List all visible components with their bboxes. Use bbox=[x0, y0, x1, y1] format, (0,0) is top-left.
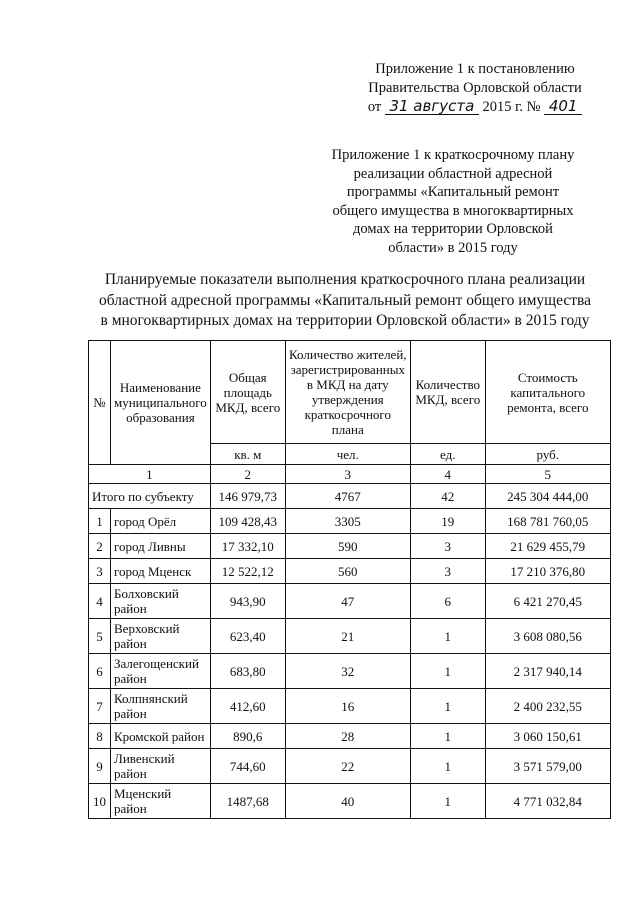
row-number: 6 bbox=[89, 654, 111, 689]
handwritten-number: 401 bbox=[544, 98, 582, 115]
appendix-date-line bbox=[340, 98, 610, 117]
appendix-plan-line: Приложение 1 к краткосрочному плану bbox=[331, 147, 575, 163]
row-area: 683,80 bbox=[210, 654, 285, 689]
row-residents: 28 bbox=[285, 724, 410, 749]
header-name: Наименование муниципального образования bbox=[111, 341, 211, 465]
header-area: Общая площадь МКД, всего bbox=[210, 341, 285, 444]
row-municipality: Болховский район bbox=[111, 584, 211, 619]
document-title bbox=[60, 270, 630, 332]
index-cell: 1 bbox=[89, 465, 211, 484]
row-count: 1 bbox=[410, 689, 485, 724]
header-residents: Количество жителей, зарегистрированных в МКД на дату утверждения краткосрочного плана bbox=[285, 341, 410, 444]
row-area: 744,60 bbox=[210, 749, 285, 784]
row-area: 412,60 bbox=[210, 689, 285, 724]
appendix-line-2: Правительства Орловской области bbox=[368, 80, 582, 96]
row-cost: 17 210 376,80 bbox=[485, 559, 610, 584]
row-municipality: Залегощенский район bbox=[111, 654, 211, 689]
row-count: 1 bbox=[410, 654, 485, 689]
table-row bbox=[89, 584, 611, 619]
row-residents: 21 bbox=[285, 619, 410, 654]
table-row bbox=[89, 559, 611, 584]
total-cost: 245 304 444,00 bbox=[485, 484, 610, 509]
table-total-row bbox=[89, 484, 611, 509]
row-cost: 2 317 940,14 bbox=[485, 654, 610, 689]
row-municipality: город Мценск bbox=[111, 559, 211, 584]
row-area: 890,6 bbox=[210, 724, 285, 749]
header-count: Количество МКД, всего bbox=[410, 341, 485, 444]
year-number-label: 2015 г. № bbox=[482, 99, 541, 115]
row-municipality: Мценский район bbox=[111, 784, 211, 819]
row-cost: 3 571 579,00 bbox=[485, 749, 610, 784]
index-cell: 4 bbox=[410, 465, 485, 484]
unit-count: ед. bbox=[410, 444, 485, 465]
table-row bbox=[89, 784, 611, 819]
row-number: 4 bbox=[89, 584, 111, 619]
title-line: областной адресной программы «Капитальный ремонт общего имущества bbox=[99, 291, 591, 309]
row-count: 3 bbox=[410, 559, 485, 584]
row-area: 109 428,43 bbox=[210, 509, 285, 534]
table-row bbox=[89, 689, 611, 724]
total-residents: 4767 bbox=[285, 484, 410, 509]
row-count: 19 bbox=[410, 509, 485, 534]
table-row bbox=[89, 749, 611, 784]
row-municipality: Кромской район bbox=[111, 724, 211, 749]
table-row bbox=[89, 654, 611, 689]
row-area: 1487,68 bbox=[210, 784, 285, 819]
row-residents: 32 bbox=[285, 654, 410, 689]
row-municipality: город Ливны bbox=[111, 534, 211, 559]
appendix-plan-line: домах на территории Орловской bbox=[353, 221, 553, 237]
row-area: 17 332,10 bbox=[210, 534, 285, 559]
table-row bbox=[89, 724, 611, 749]
table-header-row bbox=[89, 341, 611, 444]
total-count: 42 bbox=[410, 484, 485, 509]
row-cost: 2 400 232,55 bbox=[485, 689, 610, 724]
appendix-resolution-block bbox=[340, 60, 610, 117]
row-cost: 21 629 455,79 bbox=[485, 534, 610, 559]
row-count: 1 bbox=[410, 619, 485, 654]
table-row bbox=[89, 534, 611, 559]
row-number: 1 bbox=[89, 509, 111, 534]
index-cell: 5 bbox=[485, 465, 610, 484]
row-area: 623,40 bbox=[210, 619, 285, 654]
table-row bbox=[89, 509, 611, 534]
header-cost: Стоимость капитального ремонта, всего bbox=[485, 341, 610, 444]
row-number: 2 bbox=[89, 534, 111, 559]
total-area: 146 979,73 bbox=[210, 484, 285, 509]
row-residents: 560 bbox=[285, 559, 410, 584]
unit-area: кв. м bbox=[210, 444, 285, 465]
appendix-plan-block bbox=[303, 146, 603, 257]
appendix-line-1: Приложение 1 к постановлению bbox=[375, 61, 575, 77]
row-number: 10 bbox=[89, 784, 111, 819]
row-count: 1 bbox=[410, 749, 485, 784]
row-number: 5 bbox=[89, 619, 111, 654]
index-cell: 2 bbox=[210, 465, 285, 484]
appendix-plan-line: программы «Капитальный ремонт bbox=[346, 184, 560, 200]
index-cell: 3 bbox=[285, 465, 410, 484]
header-num: № bbox=[89, 341, 111, 465]
appendix-plan-line: реализации областной адресной bbox=[353, 165, 553, 182]
row-municipality: Ливенский район bbox=[111, 749, 211, 784]
unit-residents: чел. bbox=[285, 444, 410, 465]
total-label: Итого по субъекту bbox=[89, 484, 211, 509]
row-number: 3 bbox=[89, 559, 111, 584]
row-residents: 22 bbox=[285, 749, 410, 784]
table-index-row bbox=[89, 465, 611, 484]
row-residents: 47 bbox=[285, 584, 410, 619]
appendix-plan-line: общего имущества в многоквартирных bbox=[332, 202, 574, 219]
row-cost: 3 608 080,56 bbox=[485, 619, 610, 654]
row-cost: 168 781 760,05 bbox=[485, 509, 610, 534]
row-count: 6 bbox=[410, 584, 485, 619]
row-municipality: город Орёл bbox=[111, 509, 211, 534]
row-area: 12 522,12 bbox=[210, 559, 285, 584]
row-cost: 4 771 032,84 bbox=[485, 784, 610, 819]
row-count: 1 bbox=[410, 724, 485, 749]
unit-cost: руб. bbox=[485, 444, 610, 465]
row-residents: 16 bbox=[285, 689, 410, 724]
row-number: 9 bbox=[89, 749, 111, 784]
row-residents: 590 bbox=[285, 534, 410, 559]
row-cost: 6 421 270,45 bbox=[485, 584, 610, 619]
row-number: 8 bbox=[89, 724, 111, 749]
row-cost: 3 060 150,61 bbox=[485, 724, 610, 749]
row-residents: 40 bbox=[285, 784, 410, 819]
handwritten-date: 31 августа bbox=[385, 98, 479, 115]
from-label: от bbox=[367, 99, 382, 115]
row-municipality: Колпнянский район bbox=[111, 689, 211, 724]
title-line: в многоквартирных домах на территории Орловской области» в 2015 году bbox=[100, 312, 590, 329]
row-count: 3 bbox=[410, 534, 485, 559]
row-municipality: Верховский район bbox=[111, 619, 211, 654]
row-number: 7 bbox=[89, 689, 111, 724]
table-row bbox=[89, 619, 611, 654]
row-residents: 3305 bbox=[285, 509, 410, 534]
appendix-plan-line: области» в 2015 году bbox=[388, 239, 518, 256]
row-area: 943,90 bbox=[210, 584, 285, 619]
title-line: Планируемые показатели выполнения краткосрочного плана реализации bbox=[104, 271, 586, 288]
row-count: 1 bbox=[410, 784, 485, 819]
indicators-table bbox=[88, 340, 611, 819]
